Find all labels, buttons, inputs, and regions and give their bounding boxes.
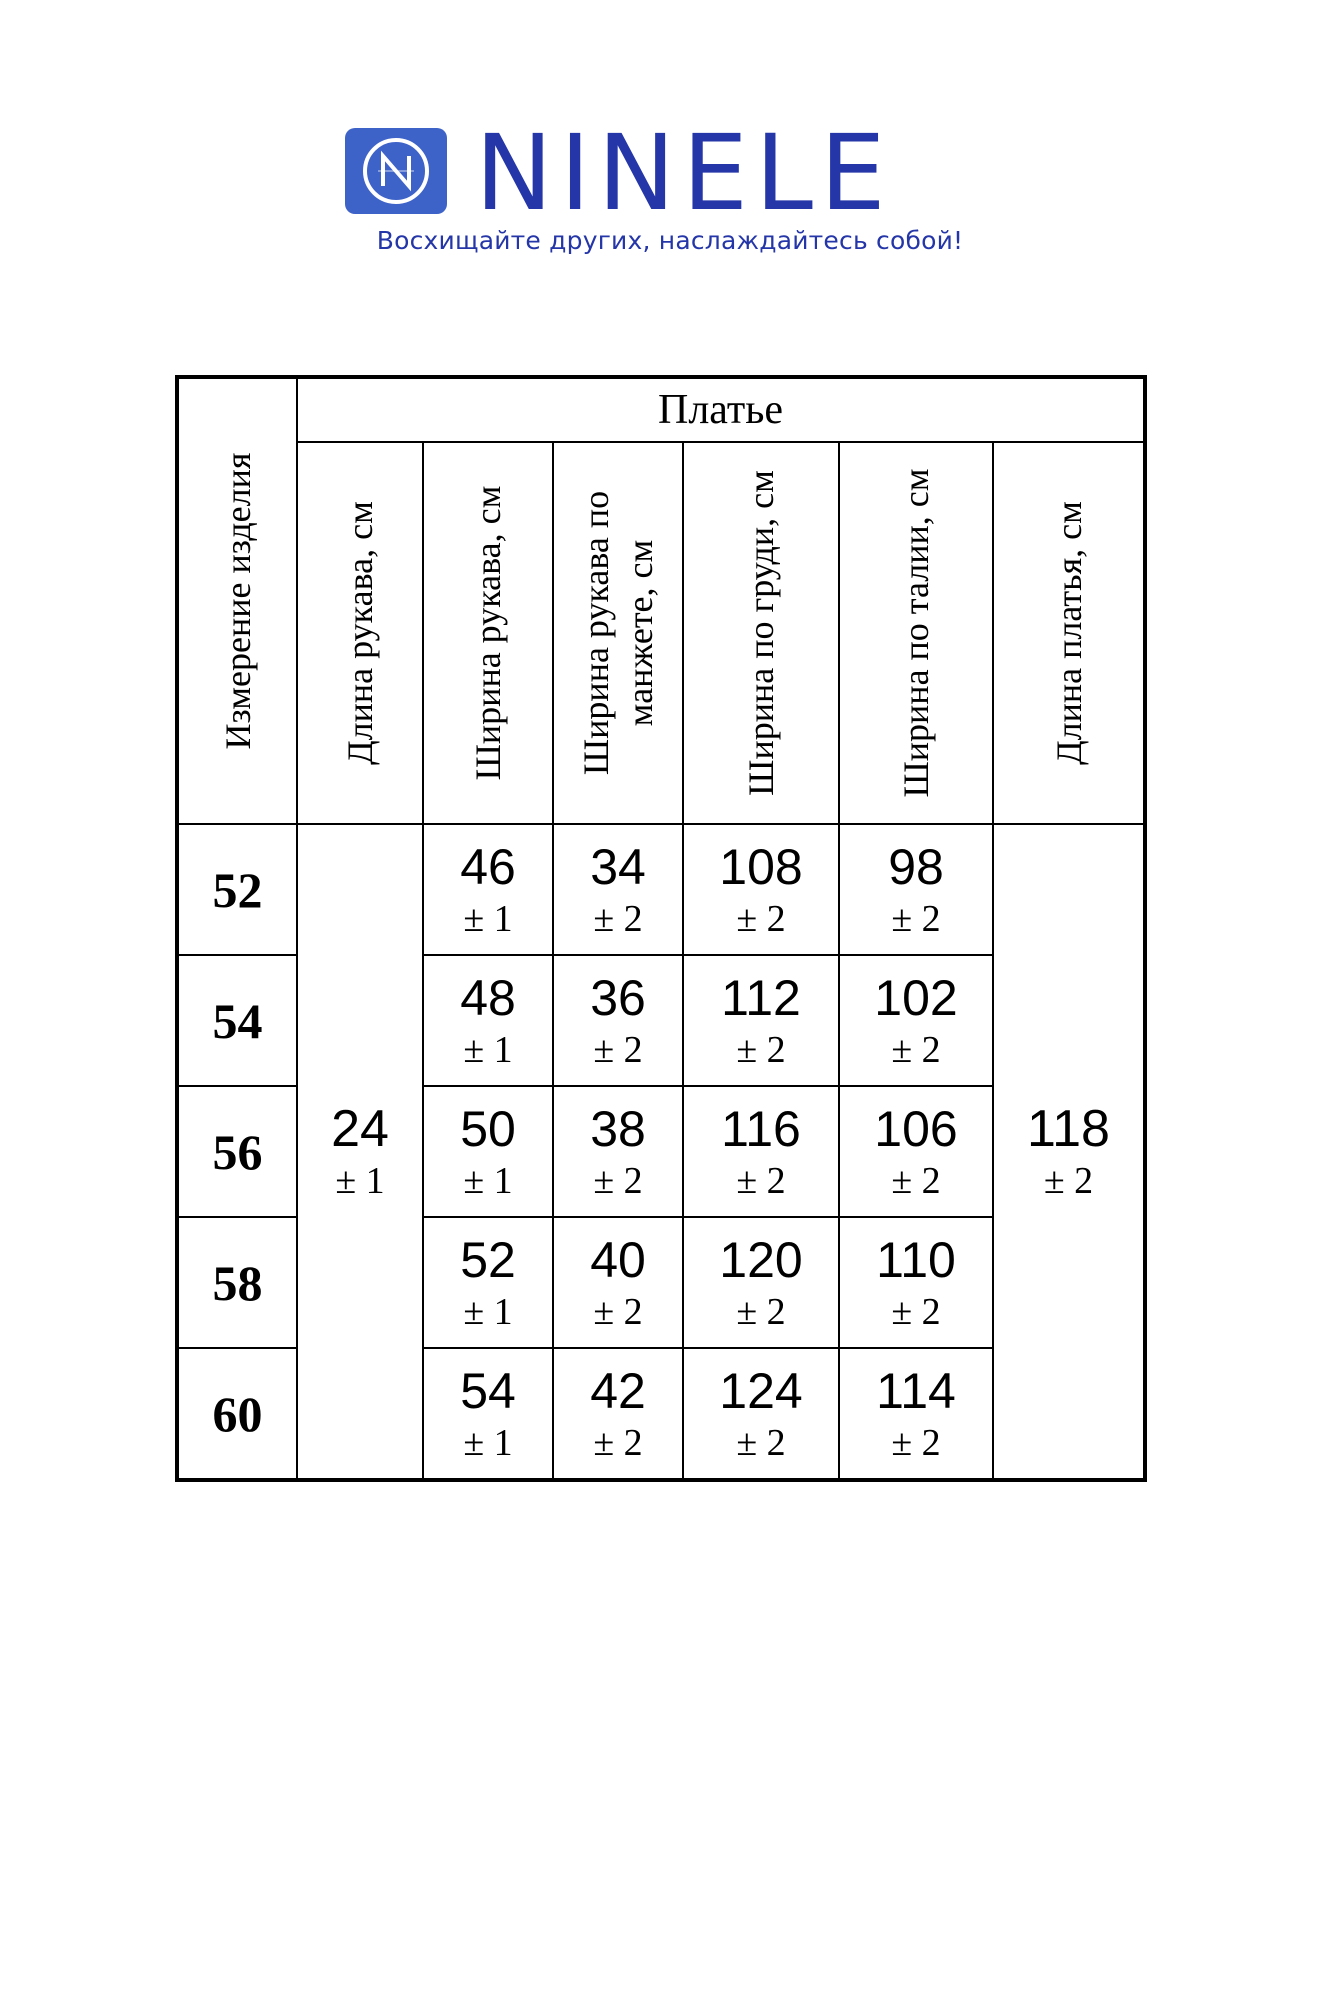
column-header-label: Длина платья, см: [1048, 501, 1089, 765]
brand-logo: [345, 112, 995, 258]
cuff-width-cell: [553, 1086, 683, 1217]
cell-value: 108: [719, 838, 803, 895]
column-header-label: Ширина рукава, см: [468, 485, 508, 781]
column-header-cuff-width: [553, 442, 683, 824]
cell-tolerance: ± 1: [463, 1421, 513, 1464]
cell-value: 24: [331, 1099, 389, 1158]
column-header-dress-length: [993, 442, 1145, 824]
column-header-sleeve-width: [423, 442, 553, 824]
waist-width-cell: [839, 824, 993, 955]
brand-tagline: Восхищайте других, наслаждайтесь собой!: [376, 226, 964, 255]
cuff-width-cell: [553, 1217, 683, 1348]
sleeve-width-cell: [423, 1348, 553, 1480]
cell-tolerance: ± 2: [736, 897, 786, 940]
cell-value: 48: [460, 969, 516, 1026]
cell-tolerance: ± 2: [593, 1421, 643, 1464]
sleeve-length-cell: [297, 824, 423, 1480]
cell-value: 114: [876, 1362, 956, 1419]
cell-value: 38: [590, 1100, 646, 1157]
product-title: Платье: [297, 377, 1145, 442]
cell-value: 110: [876, 1231, 956, 1288]
sleeve-width-cell: [423, 1086, 553, 1217]
size-header-cell: [177, 377, 297, 824]
column-header-label: Ширина по груди, см: [741, 470, 781, 796]
column-header-label: Длина рукава, см: [340, 501, 380, 765]
column-header-chest-width: [683, 442, 839, 824]
column-header-waist-width: [839, 442, 993, 824]
sleeve-width-cell: [423, 824, 553, 955]
chest-width-cell: [683, 1217, 839, 1348]
cell-value: 106: [874, 1100, 958, 1157]
size-label: 54: [177, 955, 297, 1086]
column-header-sleeve-length: [297, 442, 423, 824]
cuff-width-cell: [553, 1348, 683, 1480]
brand-mark-icon: [345, 128, 447, 214]
chest-width-cell: [683, 1086, 839, 1217]
cell-tolerance: ± 2: [736, 1159, 786, 1202]
cell-tolerance: ± 1: [463, 1028, 513, 1071]
size-label: 56: [177, 1086, 297, 1217]
table-row: [177, 824, 1145, 955]
waist-width-cell: [839, 1348, 993, 1480]
sleeve-width-cell: [423, 1217, 553, 1348]
size-label: 58: [177, 1217, 297, 1348]
cell-tolerance: ± 2: [736, 1290, 786, 1333]
cell-tolerance: ± 2: [593, 897, 643, 940]
cuff-width-cell: [553, 955, 683, 1086]
cell-value: 50: [460, 1100, 516, 1157]
cell-value: 102: [874, 969, 958, 1026]
dress-length-cell: [993, 824, 1145, 1480]
size-header: Измерение изделия: [217, 452, 258, 750]
cell-value: 54: [460, 1362, 516, 1419]
cell-tolerance: ± 2: [736, 1028, 786, 1071]
cell-tolerance: ± 2: [891, 1159, 941, 1202]
cell-value: 118: [1027, 1099, 1110, 1158]
cell-value: 46: [460, 838, 516, 895]
cell-tolerance: ± 1: [335, 1159, 385, 1202]
cell-value: 116: [721, 1100, 801, 1157]
cuff-width-cell: [553, 824, 683, 955]
cell-value: 120: [719, 1231, 803, 1288]
chest-width-cell: [683, 824, 839, 955]
cell-tolerance: ± 2: [891, 1028, 941, 1071]
cell-tolerance: ± 1: [463, 1290, 513, 1333]
cell-tolerance: ± 2: [593, 1159, 643, 1202]
sleeve-width-cell: [423, 955, 553, 1086]
brand-name: NINELE: [475, 112, 893, 234]
cell-value: 98: [888, 838, 944, 895]
chest-width-cell: [683, 1348, 839, 1480]
waist-width-cell: [839, 955, 993, 1086]
column-header-label: Ширина рукава по манжете, см: [576, 490, 660, 776]
cell-value: 52: [460, 1231, 516, 1288]
cell-value: 42: [590, 1362, 646, 1419]
cell-tolerance: ± 2: [1043, 1159, 1094, 1202]
cell-tolerance: ± 2: [593, 1290, 643, 1333]
cell-tolerance: ± 1: [463, 1159, 513, 1202]
cell-tolerance: ± 2: [736, 1421, 786, 1464]
cell-value: 40: [590, 1231, 646, 1288]
cell-tolerance: ± 1: [463, 897, 513, 940]
column-header-label: Ширина по талии, см: [896, 468, 936, 798]
cell-value: 34: [590, 838, 646, 895]
cell-tolerance: ± 2: [891, 897, 941, 940]
cell-value: 112: [721, 969, 801, 1026]
cell-value: 124: [719, 1362, 803, 1419]
size-chart-table: [175, 375, 1147, 1482]
cell-tolerance: ± 2: [593, 1028, 643, 1071]
cell-tolerance: ± 2: [891, 1290, 941, 1333]
size-label: 60: [177, 1348, 297, 1480]
cell-tolerance: ± 2: [891, 1421, 941, 1464]
chest-width-cell: [683, 955, 839, 1086]
waist-width-cell: [839, 1217, 993, 1348]
cell-value: 36: [590, 969, 646, 1026]
size-label: 52: [177, 824, 297, 955]
waist-width-cell: [839, 1086, 993, 1217]
